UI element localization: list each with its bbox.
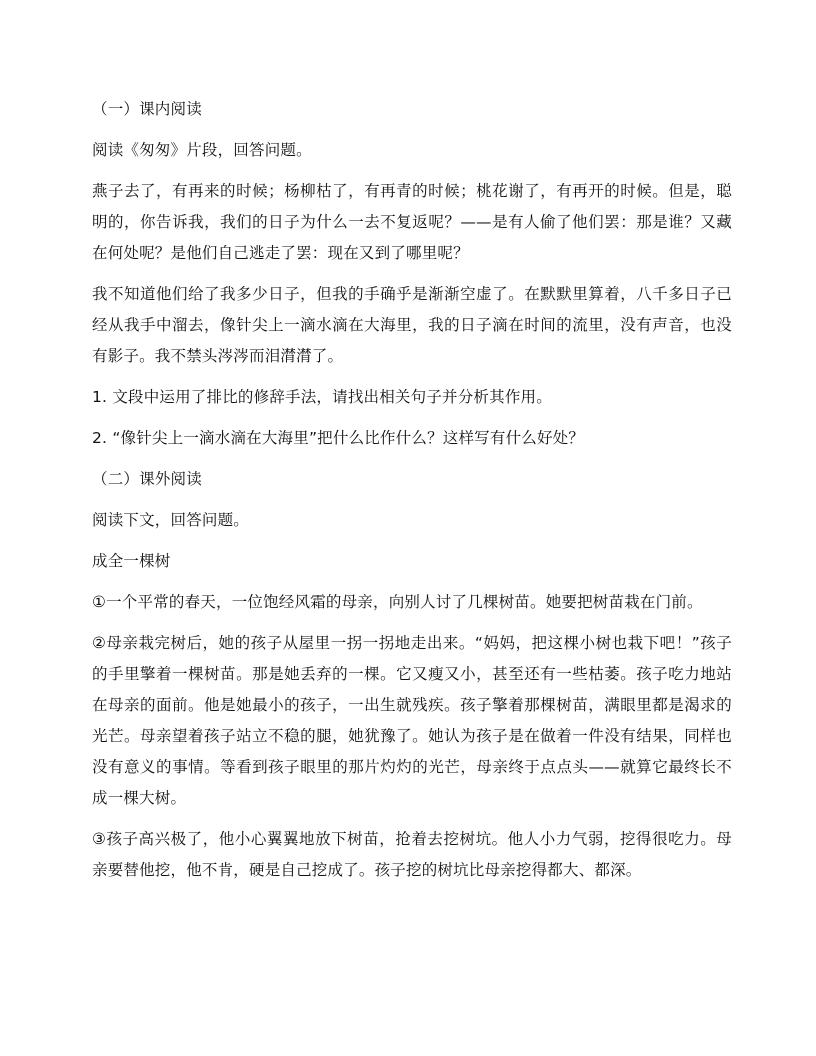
- question-2: 2. “像针尖上一滴水滴在大海里”把什么比作什么？这样写有什么好处？: [92, 429, 585, 447]
- passage-paragraph-2: 我不知道他们给了我多少日子，但我的手确乎是渐渐空虚了。在默默里算着，八千多日子已经从我手中溜去，像针尖上一滴水滴在大海里，我的日子滴在时间的流里，没有声音，也没有影子。我不禁头涔涔而泪潸潸了。: [92, 285, 732, 365]
- instruction-extracurricular: 阅读下文，回答问题。: [92, 511, 250, 529]
- article-paragraph-1: ①一个平常的春天，一位饱经风霜的母亲，向别人讨了几棵树苗。她要把树苗栽在门前。: [92, 593, 703, 611]
- document-body: [92, 94, 732, 886]
- passage-paragraph-1: 燕子去了，有再来的时候；杨柳枯了，有再青的时候；桃花谢了，有再开的时候。但是，聪明的，你告诉我，我们的日子为什么一去不复返呢？——是有人偷了他们罢：那是谁？又藏在何处呢？是他们自己逃走了罢：现在又到了哪里呢？: [92, 182, 732, 262]
- instruction-in-class: 阅读《匆匆》片段，回答问题。: [92, 141, 312, 159]
- article-paragraph-3: ③孩子高兴极了，他小心翼翼地放下树苗，抢着去挖树坑。他人小力气弱，挖得很吃力。母亲要替他挖，他不肯，硬是自己挖成了。孩子挖的树坑比母亲挖得都大、都深。: [92, 830, 732, 879]
- question-1: 1. 文段中运用了排比的修辞手法，请找出相关句子并分析其作用。: [92, 388, 552, 406]
- section-heading-in-class: （一）课内阅读: [92, 100, 202, 118]
- article-title: 成全一棵树: [92, 552, 171, 570]
- section-heading-extracurricular: （二）课外阅读: [92, 470, 202, 488]
- article-paragraph-2: ②母亲栽完树后，她的孩子从屋里一拐一拐地走出来。“妈妈，把这棵小树也栽下吧！”孩子的手里擎着一棵树苗。那是她丢弃的一棵。它又瘦又小，甚至还有一些枯萎。孩子吃力地站在母亲的面前。他是她最小的孩子，一出生就残疾。孩子擎着那棵树苗，满眼里都是渴求的光芒。母亲望着孩子站立不稳的腿，她犹豫了。她认为孩子是在做着一件没有结果，同样也没有意义的事情。等看到孩子眼里的那片灼灼的光芒，母亲终于点点头——就算它最终长不成一棵大树。: [92, 634, 732, 807]
